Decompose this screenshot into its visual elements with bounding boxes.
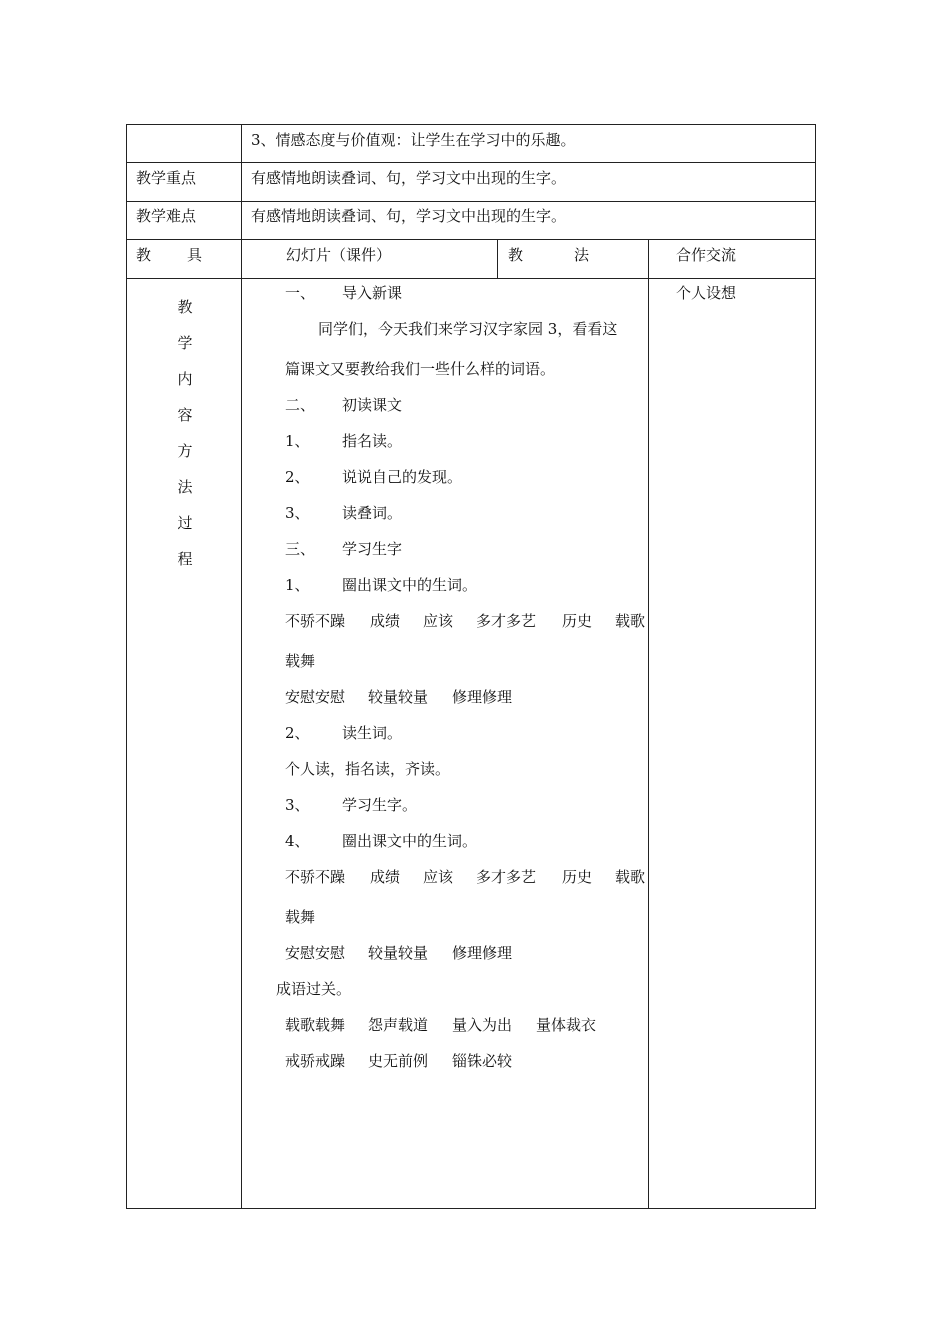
method-value: 合作交流 (676, 246, 737, 264)
table-col-divider (241, 124, 242, 1209)
side-label-char: 法 (177, 478, 193, 496)
section-1-title: 导入新课 (342, 284, 403, 302)
side-label-vertical (174, 297, 196, 585)
difficulty-text: 有感情地朗读叠词、句，学习文中出现的生字。 (251, 207, 567, 225)
tools-label-first: 教 (136, 246, 152, 264)
word-list-1-word: 载歌 (615, 612, 646, 630)
word-list-3-word: 成绩 (370, 868, 401, 886)
table-border-left (126, 124, 127, 1209)
word-list-3-word: 载舞 (285, 908, 316, 926)
section-2-item-3: 读叠词。 (342, 504, 403, 522)
section-2-title: 初读课文 (342, 396, 403, 414)
idiom-list-1-item: 量入为出 (452, 1016, 513, 1034)
method-label-first: 教 (508, 246, 524, 264)
word-list-4-word: 修理修理 (452, 944, 513, 962)
side-label-char: 学 (177, 334, 193, 352)
word-list-2-word: 安慰安慰 (285, 688, 346, 706)
word-list-2-word: 较量较量 (368, 688, 429, 706)
table-col-divider (497, 239, 498, 279)
side-label-char: 过 (177, 514, 193, 532)
side-label-char: 容 (177, 406, 193, 424)
section-3-title: 学习生字 (342, 540, 403, 558)
method-label-second: 法 (574, 246, 590, 264)
key-point-label: 教学重点 (136, 169, 197, 187)
side-label-char: 内 (177, 370, 193, 388)
section-3-item-4-number: 4、 (285, 832, 310, 850)
table-col-divider (648, 239, 649, 1209)
idiom-list-1-item: 载歌载舞 (285, 1016, 346, 1034)
objective-3-text: 3、情感态度与价值观：让学生在学习中的乐趣。 (251, 131, 576, 149)
table-border-top (126, 124, 816, 125)
word-list-3-word: 应该 (423, 868, 454, 886)
word-list-3-word: 多才多艺 (476, 868, 537, 886)
section-2-item-1: 指名读。 (342, 432, 403, 450)
word-list-1-word: 成绩 (370, 612, 401, 630)
section-3-item-2-number: 2、 (285, 724, 310, 742)
idiom-list-1-item: 量体裁衣 (536, 1016, 597, 1034)
side-label-char: 教 (177, 298, 193, 316)
reading-ways: 个人读，指名读，齐读。 (285, 760, 451, 778)
table-border-bottom (126, 1208, 816, 1209)
word-list-1-word: 不骄不躁 (285, 612, 346, 630)
word-list-2-word: 修理修理 (452, 688, 513, 706)
section-3-item-1: 圈出课文中的生词。 (342, 576, 478, 594)
section-1-paragraph-line-2: 篇课文又要教给我们一些什么样的词语。 (285, 360, 556, 378)
idiom-list-2-item: 锱铢必较 (452, 1052, 513, 1070)
section-2-number: 二、 (285, 396, 316, 414)
tools-label-second: 具 (187, 246, 203, 264)
table-border-right (815, 124, 816, 1209)
word-list-4-word: 较量较量 (368, 944, 429, 962)
personal-ideas-label: 个人设想 (676, 284, 737, 302)
word-list-1-word: 载舞 (285, 652, 316, 670)
section-1-paragraph-line-1: 同学们，今天我们来学习汉字家园 3，看看这 (318, 320, 618, 338)
idiom-list-1-item: 怨声载道 (368, 1016, 429, 1034)
side-label-char: 程 (177, 550, 193, 568)
section-3-item-4: 圈出课文中的生词。 (342, 832, 478, 850)
section-2-item-3-number: 3、 (285, 504, 310, 522)
idiom-section-title: 成语过关。 (276, 980, 352, 998)
word-list-1-word: 历史 (562, 612, 593, 630)
section-2-item-2-number: 2、 (285, 468, 310, 486)
word-list-3-word: 不骄不躁 (285, 868, 346, 886)
section-3-item-2: 读生词。 (342, 724, 403, 742)
section-3-item-3-number: 3、 (285, 796, 310, 814)
tools-value: 幻灯片（课件） (286, 246, 392, 264)
side-label-char: 方 (177, 442, 193, 460)
key-point-text: 有感情地朗读叠词、句，学习文中出现的生字。 (251, 169, 567, 187)
idiom-list-2-item: 戒骄戒躁 (285, 1052, 346, 1070)
section-2-item-2: 说说自己的发现。 (342, 468, 463, 486)
section-1-number: 一、 (285, 284, 316, 302)
word-list-1-word: 多才多艺 (476, 612, 537, 630)
section-3-item-1-number: 1、 (285, 576, 310, 594)
word-list-1-word: 应该 (423, 612, 454, 630)
table-row-divider (126, 278, 816, 279)
section-3-number: 三、 (285, 540, 316, 558)
word-list-3-word: 历史 (562, 868, 593, 886)
word-list-3-word: 载歌 (615, 868, 646, 886)
table-row-divider (126, 201, 816, 202)
table-row-divider (126, 239, 816, 240)
word-list-4-word: 安慰安慰 (285, 944, 346, 962)
section-3-item-3: 学习生字。 (342, 796, 418, 814)
section-2-item-1-number: 1、 (285, 432, 310, 450)
idiom-list-2-item: 史无前例 (368, 1052, 429, 1070)
difficulty-label: 教学难点 (136, 207, 197, 225)
table-row-divider (126, 162, 816, 163)
